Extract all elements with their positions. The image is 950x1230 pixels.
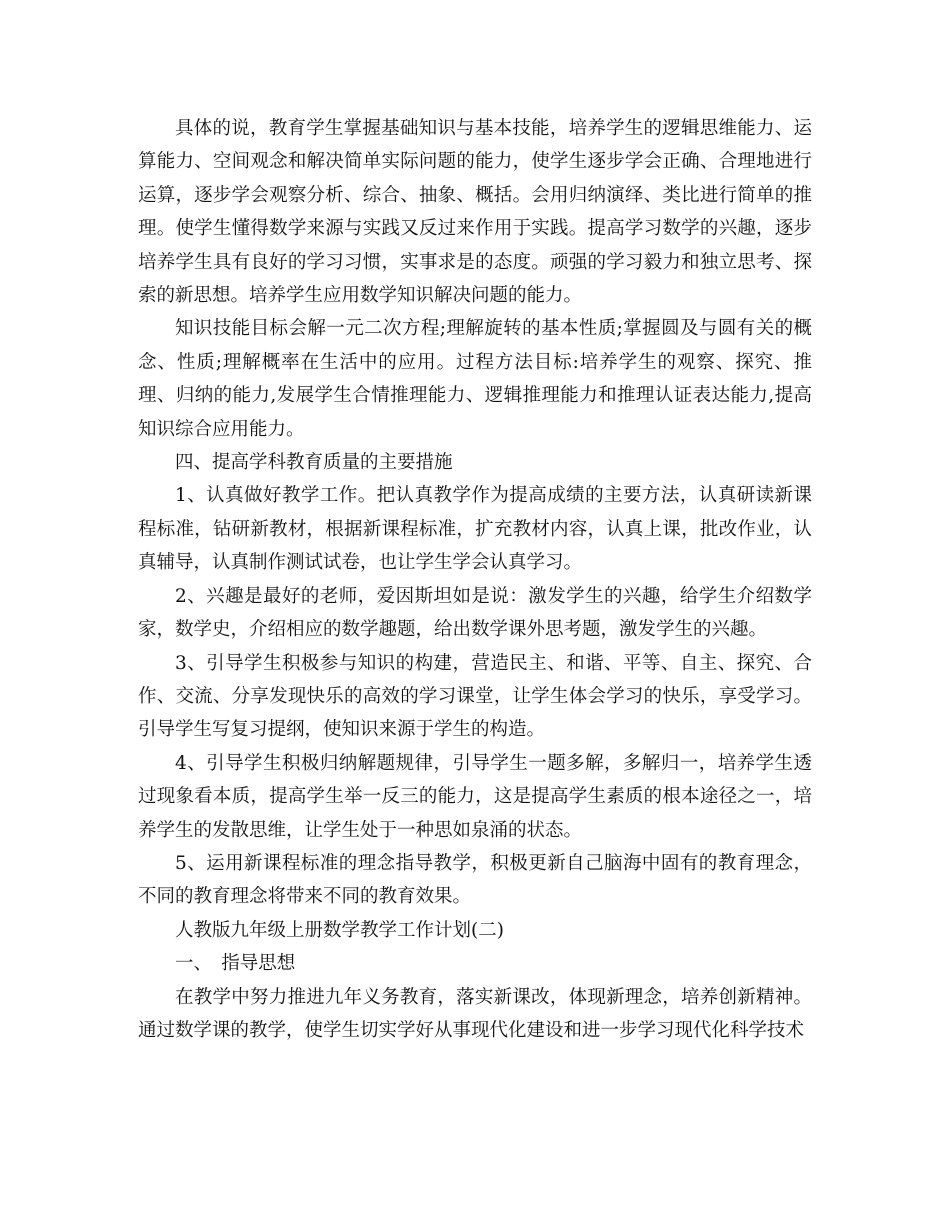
section-heading-guiding-ideology: 一、 指导思想 — [175, 953, 296, 975]
document-body — [138, 112, 812, 1047]
paragraph-knowledge-goals: 知识技能目标会解一元二次方程;理解旋转的基本性质;掌握圆及与圆有关的概念、性质;理解概率在生活中的应用。过程方法目标:培养学生的观察、探究、推理、归纳的能力,发展学生合情推理能力、逻辑推理能力和推理认证表达能力,提高知识综合应用能力。 — [138, 318, 812, 440]
paragraph-measure-4: 4、引导学生积极归纳解题规律，引导学生一题多解，多解归一，培养学生透过现象看本质，提高学生举一反三的能力，这是提高学生素质的根本途径之一，培养学生的发散思维，让学生处于一种思如泉涌的状态。 — [138, 752, 812, 841]
document-title-part-2: 人教版九年级上册数学教学工作计划(二) — [175, 919, 504, 941]
paragraph-measure-1: 1、认真做好教学工作。把认真教学作为提高成绩的主要方法，认真研读新课程标准，钻研新教材，根据新课程标准，扩充教材内容，认真上课，批改作业，认真辅导，认真制作测试试卷，也让学生学会认真学习。 — [138, 485, 812, 574]
paragraph-guiding-ideology: 在教学中努力推进九年义务教育，落实新课改，体现新理念，培养创新精神。通过数学课的教学，使学生切实学好从事现代化建设和进一步学习现代化科学技术 — [138, 986, 812, 1041]
paragraph-objectives-detail: 具体的说，教育学生掌握基础知识与基本技能，培养学生的逻辑思维能力、运算能力、空间观念和解决简单实际问题的能力，使学生逐步学会正确、合理地进行运算，逐步学会观察分析、综合、抽象、概括。会用归纳演绎、类比进行简单的推理。使学生懂得数学来源与实践又反过来作用于实践。提高学习数学的兴趣，逐步培养学生具有良好的学习习惯，实事求是的态度。顽强的学习毅力和独立思考、探索的新思想。培养学生应用数学知识解决问题的能力。 — [138, 118, 812, 307]
section-heading-measures: 四、提高学科教育质量的主要措施 — [175, 452, 453, 474]
paragraph-measure-5: 5、运用新课程标准的理念指导教学，积极更新自己脑海中固有的教育理念，不同的教育理念将带来不同的教育效果。 — [138, 852, 812, 908]
paragraph-measure-2: 2、兴趣是最好的老师，爱因斯坦如是说：激发学生的兴趣，给学生介绍数学家，数学史，介绍相应的数学趣题，给出数学课外思考题，激发学生的兴趣。 — [138, 585, 812, 641]
paragraph-measure-3: 3、引导学生积极参与知识的构建，营造民主、和谐、平等、自主、探究、合作、交流、分享发现快乐的高效的学习课堂，让学生体会学习的快乐，享受学习。引导学生写复习提纲，使知识来源于学生的构造。 — [138, 652, 812, 741]
